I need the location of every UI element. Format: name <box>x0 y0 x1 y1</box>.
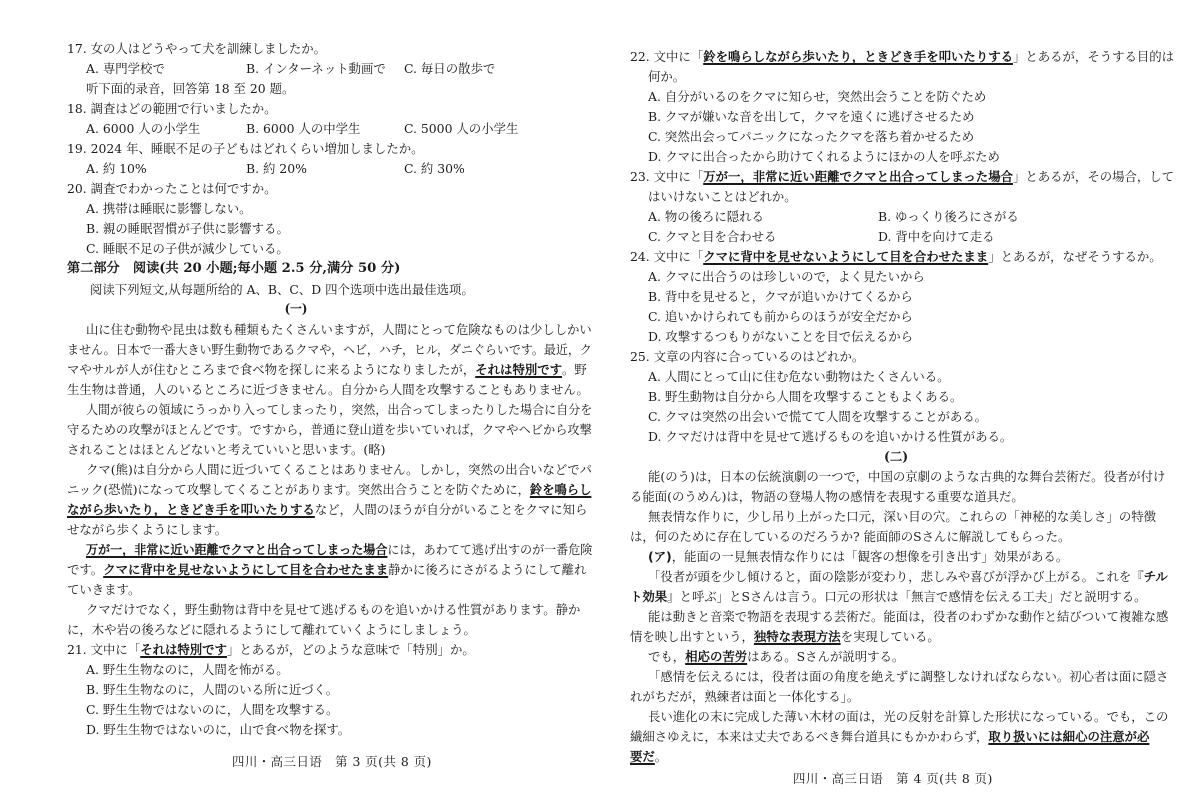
q21-option-d: D. 野生生物ではないのに，山で食べ物を探す。 <box>86 722 351 737</box>
part2-instruction: 阅读下列短文,从每题所给的 A、B、C、D 四个选项中选出最佳选项。 <box>90 282 474 297</box>
q22-stem <box>630 48 1174 65</box>
q17-option-a: A. 専門学校で <box>86 61 165 76</box>
q19-option-c: C. 約 30% <box>404 161 465 176</box>
passage-line <box>67 481 591 498</box>
q24-option-d: D. 攻撃するつもりがないことを目で伝えるから <box>648 329 914 344</box>
q18-option-a: A. 6000 人の小学生 <box>86 121 201 136</box>
q21-option-a: A. 野生生物なのに，人間を怖がる。 <box>86 662 289 677</box>
underlined-phrase-2: 鈴を鳴らし <box>529 482 592 497</box>
q20-stem: 20. 調査でわかったことは何ですか。 <box>67 181 277 196</box>
passage-text: など，人間のほうが自分がいることをクマに知ら <box>314 502 588 517</box>
underlined-phrase-4: クマに背中を見せないようにして目を合わせたまま <box>103 562 389 577</box>
q23-option-b: B. ゆっくり後ろにさがる <box>878 209 1019 224</box>
q20-option-a: A. 携帯は睡眠に影響しない。 <box>86 201 252 216</box>
passage-line: されることはほとんどないと考えていいと思います。(略) <box>67 442 386 457</box>
underlined-phrase-2-cont: ながら歩いたり，ときどき手を叩いたりする <box>67 502 315 517</box>
q25-stem: 25. 文章の内容に合っているのはどれか。 <box>630 349 865 364</box>
underlined-phrase-care: 取り扱いには細心の注意が必 <box>988 729 1150 744</box>
q23-stem-text: 23. 文中に「 <box>630 169 704 184</box>
passage2-line <box>648 648 904 665</box>
q18-option-b: B. 6000 人の中学生 <box>246 121 361 136</box>
passage-text: 。野 <box>562 362 587 377</box>
q22-option-a: A. 自分がいるのをクマに知らせ，突然出会うことを防ぐため <box>648 89 987 104</box>
passage2-line: 「感情を伝えるには，役者は面の角度を絶えずに調整しなければならない。初心者は面に隠さ <box>648 669 1169 684</box>
passage2-line: は，何のために存在しているのだろうか? 能面師のSさんに解説してもらった。 <box>630 529 1071 544</box>
section1-title: (一) <box>284 301 308 316</box>
passage-line: クマ(熊)は自分から人間に近づいてくることはありません。しかし，突然の出合いなどでパ <box>86 462 593 477</box>
blank-marker-a: (ア) <box>648 549 672 564</box>
passage-line: 守るための攻撃がほとんどです。ですから，普通に登山道を歩いていれば，クマやヘビから攻撃 <box>67 422 592 437</box>
underlined-phrase-care-cont: 要だ <box>630 749 655 764</box>
passage2-text: 』と呼ぶ」とSさんは言う。口元の形状は「無言で感情を伝える工夫」だと説明する。 <box>667 589 1147 604</box>
passage2-text: 情を映し出すという， <box>630 629 754 644</box>
q25-option-b: B. 野生動物は自分から人間を攻撃することもよくある。 <box>648 389 963 404</box>
underlined-phrase-hardship: 相応の苦労 <box>685 649 748 664</box>
passage-line <box>67 501 587 518</box>
q22-stem-text: 」とあるが，そうする目的は <box>1012 49 1175 64</box>
q21-option-b: B. 野生生物なのに，人間のいる所に近づく。 <box>86 682 339 697</box>
q18-option-c: C. 5000 人の小学生 <box>404 121 519 136</box>
passage2-text: 繊細さゆえに，本来は丈夫であるべき舞台道具にもかかわらず， <box>630 729 989 744</box>
passage-line <box>67 561 586 578</box>
passage2-line: れがちだが，熟練者は面と一体化する」。 <box>630 689 860 704</box>
q17-stem: 17. 女の人はどうやって犬を訓練しましたか。 <box>67 41 327 56</box>
q24-quoted-phrase: クマに背中を見せないようにして目を合わせたまま <box>703 249 989 264</box>
q24-stem-text: 」とあるが，なぜそうするか。 <box>988 249 1162 264</box>
q20-option-b: B. 親の睡眠習慣が子供に影響する。 <box>86 221 289 236</box>
passage-text: には，あわてて逃げ出すのが一番危険 <box>387 542 593 557</box>
passage-line: 人間が彼らの領域にうっかり入ってしまったり，突然，出合ってしまったりした場合に自分を <box>86 402 593 417</box>
passage-line: クマだけでなく，野生動物は背中を見せて逃げるものを追いかける性質があります。静か <box>86 602 581 617</box>
part2-header: 第二部分 阅读(共 20 小题;每小题 2.5 分,满分 50 分) <box>67 261 401 276</box>
q23-option-d: D. 背中を向けて走る <box>878 229 995 244</box>
page-footer-right: 四川・高三日语 第 4 页(共 8 页) <box>793 771 993 786</box>
passage-line <box>67 361 587 378</box>
q23-option-a: A. 物の後ろに隠れる <box>648 209 764 224</box>
passage2-line: る能面(のうめん)は，物語の登場人物の感情を表現する重要な道具だ。 <box>630 489 1024 504</box>
passage2-line: 無表情な作りに，少し吊り上がった口元，深い目の穴。これらの「神秘的な美しさ」の特徴 <box>648 509 1157 524</box>
q17-option-c: C. 毎日の散歩で <box>404 61 496 76</box>
q24-option-a: A. クマに出合うのは珍しいので，よく見たいから <box>648 269 925 284</box>
listening-instruction: 听下面的录音，回答第 18 至 20 题。 <box>86 81 295 96</box>
page-footer-left: 四川・高三日语 第 3 页(共 8 页) <box>232 754 432 769</box>
passage2-line <box>648 568 1168 585</box>
q21-option-c: C. 野生生物ではないのに，人間を攻撃する。 <box>86 702 339 717</box>
q23-option-c: C. クマと目を合わせる <box>648 229 777 244</box>
q19-option-a: A. 約 10% <box>86 161 147 176</box>
underlined-phrase-3: 万が一，非常に近い距離でクマと出合ってしまった場合 <box>86 542 388 557</box>
q19-stem: 19. 2024 年、睡眠不足の子どもはどれくらい増加しましたか。 <box>67 141 424 156</box>
passage2-text: を実現している。 <box>840 629 940 644</box>
q23-quoted-phrase: 万が一，非常に近い距離でクマと出合ってしまった場合 <box>703 169 1013 184</box>
q22-stem-line2: 何か。 <box>648 69 686 84</box>
q17-option-b: B. インターネット動画で <box>246 61 386 76</box>
q23-stem <box>630 168 1174 185</box>
q22-option-d: D. クマに出合ったから助けてくれるようにほかの人を呼ぶため <box>648 149 1000 164</box>
underlined-phrase-unique: 独特な表現方法 <box>753 629 841 644</box>
q24-stem-text: 24. 文中に「 <box>630 249 704 264</box>
q21-stem-text: 」とあるが，どのような意味で「特別」か。 <box>226 642 475 657</box>
passage2-text: ，能面の一見無表情な作りには「観客の想像を引き出す」効果がある。 <box>671 549 1069 564</box>
q24-option-b: B. 背中を見せると，クマが追いかけてくるから <box>648 289 913 304</box>
q23-stem-line2: はいけないことはどれか。 <box>648 189 797 204</box>
bold-term-tilt-cont: ト効果 <box>630 589 668 604</box>
passage2-text: でも， <box>648 649 686 664</box>
passage2-line <box>648 548 1068 565</box>
q21-stem <box>67 641 475 658</box>
passage-text: 静かに後ろにさがるようにして離れ <box>388 562 587 577</box>
passage-line: ていきます。 <box>67 582 141 597</box>
q25-option-c: C. クマは突然の出会いで慌てて人間を攻撃することがある。 <box>648 409 988 424</box>
passage-line: 山に住む動物や昆虫は数も種類もたくさんいますが，人間にとって危険なものは少ししかい <box>86 322 592 337</box>
passage-text: です。 <box>67 562 104 577</box>
passage2-line: 能(のう)は，日本の伝統演劇の一つで，中国の京劇のような古典的な舞台芸術だ。役者が付け <box>648 469 1166 484</box>
q25-option-d: D. クマだけは背中を見せて逃げるものを追いかける性質がある。 <box>648 429 1013 444</box>
passage2-line: 長い進化の末に完成した薄い木材の面は，光の反射を計算した形状になっている。でも，この <box>648 709 1169 724</box>
q22-stem-text: 22. 文中に「 <box>630 49 704 64</box>
q21-stem-text: 21. 文中に「 <box>67 642 141 657</box>
passage-line: ません。日本で一番大きい野生動物であるクマや，ヘビ，ハチ，ヒル，ダニぐらいです。最近，ク <box>67 342 592 357</box>
passage2-line <box>630 588 1147 605</box>
passage2-line <box>630 728 1149 745</box>
q24-stem <box>630 248 1162 265</box>
section2-title: (二) <box>883 449 909 464</box>
q24-option-c: C. 追いかけられても前からのほうが安全だから <box>648 309 913 324</box>
passage2-text: はある。Sさんが説明する。 <box>747 649 905 664</box>
passage-line: 生生物は普通，人のいるところに近づきません。自分から人間を攻撃することもありません。 <box>67 382 589 397</box>
passage-line <box>86 541 592 558</box>
bold-term-tilt: チル <box>1143 569 1168 584</box>
passage-line: に，木や岩の後ろなどに隠れるようにして離れていくようにしましょう。 <box>67 622 476 637</box>
q21-quoted-phrase: それは特別です <box>140 642 227 657</box>
passage2-line <box>630 628 940 645</box>
passage-line: せながら歩くようにします。 <box>67 522 228 537</box>
q23-stem-text: 」とあるが，その場合，して <box>1012 169 1175 184</box>
q19-option-b: B. 約 20% <box>246 161 307 176</box>
q22-quoted-phrase: 鈴を鳴らしながら歩いたり，ときどき手を叩いたりする <box>703 49 1013 64</box>
passage2-line: 能は動きと音楽で物語を表現する芸術だ。能面は，役者のわずかな動作と結びついて複雑な感 <box>648 609 1169 624</box>
q18-stem: 18. 調査はどの範囲で行いましたか。 <box>67 101 277 116</box>
passage2-line <box>630 748 667 765</box>
underlined-phrase-1: それは特別です <box>475 362 563 377</box>
q22-option-c: C. 突然出会ってパニックになったクマを落ち着かせるため <box>648 129 975 144</box>
q22-option-b: B. クマが嫌いな音を出して，クマを遠くに逃げさせるため <box>648 109 975 124</box>
passage-text: ニック(恐慌)になって攻撃してくることがあります。突然出合うことを防ぐために， <box>67 482 530 497</box>
q20-option-c: C. 睡眠不足の子供が減少している。 <box>86 241 289 256</box>
passage2-text: 。 <box>654 749 668 764</box>
q25-option-a: A. 人間にとって山に住む危ない動物はたくさんいる。 <box>648 369 950 384</box>
passage-text: マやサルが人が住むところまで食べ物を探しに来るようになりましたが， <box>67 362 476 377</box>
passage2-text: 「役者が頭を少し傾けると，面の陰影が変わり，悲しみや喜びが浮かび上がる。これを『 <box>648 569 1144 584</box>
